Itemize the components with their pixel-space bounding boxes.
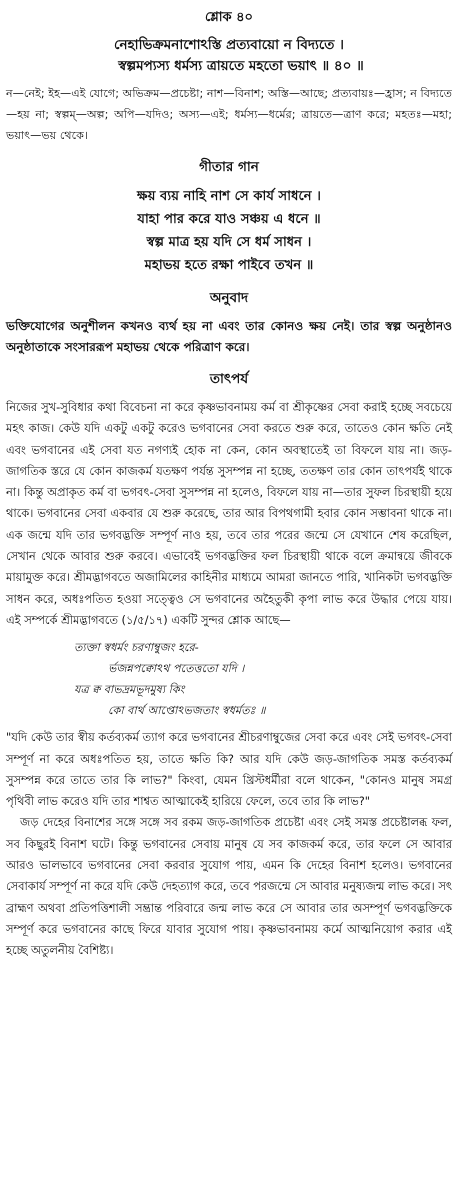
purport-paragraph-2: জড় দেহের বিনাশের সঙ্গে সঙ্গে সব রকম জড়-জাগতিক প্রচেষ্টা এবং সেই সমস্ত প্রচেষ্টালব্ধ ফল, সব কিছুরই বিনাশ ঘটে। কিন্তু ভগবানের সেবায় মানুষ যে সব কাজকর্ম করে, তার ফলে সে আবার আরও ভালভাবে ভগবানের সেবা করবার সুযোগ পায়, এমন কি দেহের বিনাশ হলেও। ভগবানের সেবাকার্য সম্পূর্ণ না করে যদি কেউ দেহত্যাগ করে, তবে পরজন্মে সে আবার মনুষ্যজন্ম লাভ করে। সৎ ব্রাহ্মণ অথবা প্রতিপত্তিশালী সম্ভ্রান্ত পরিবারে জন্ম লাভ করে সে আবার তার অসম্পূর্ণ ভগবদ্ভক্তিকে সম্পূর্ণ করে ভগবানের কাছে ফিরে যাবার সুযোগ পায়। কৃষ্ণভাবনাময় কর্মে আত্মনিয়োগ করার এই হচ্ছে অতুলনীয় বৈশিষ্ট্য। bbox=[6, 815, 452, 958]
word-synonyms: ন—নেই; ইহ—এই যোগে; অভিক্রম—প্রচেষ্টা; নাশ—বিনাশ; অস্তি—আছে; প্রত্যবায়ঃ—হ্রাস; ন বিদ্যতে—হয় না; স্বল্পম্—অল্প; অপি—যদিও; অস্য—এই; ধর্মস্য—ধর্মের; ত্রায়তে—ত্রাণ করে; মহতঃ—মহা; ভয়াৎ—ভয় থেকে। bbox=[6, 87, 452, 142]
sloka-line-2: স্বল্পমপ্যস্য ধর্মস্য ত্রায়তে মহতো ভয়াৎ ॥ ৪০ ॥ bbox=[118, 58, 364, 74]
translation-text: ভক্তিযোগের অনুশীলন কখনও ব্যর্থ হয় না এবং তার কোনও ক্ষয় নেই। তার স্বল্প অনুষ্ঠানও অনুষ্ঠাতাকে সংসাররূপ মহাভয় থেকে পরিত্রাণ করে। bbox=[6, 319, 452, 354]
song-line-1: ক্ষয় ব্যয় নাহি নাশ সে কার্য সাধনে । bbox=[137, 189, 321, 204]
sloka-number: শ্লোক ৪০ bbox=[204, 10, 254, 25]
song-line-4: মহাভয় হতে রক্ষা পাইবে তখন ॥ bbox=[144, 258, 314, 273]
purport-paragraph-1: নিজের সুখ-সুবিধার কথা বিবেচনা না করে কৃষ্ণভাবনাময় কর্ম বা শ্রীকৃষ্ণের সেবা করাই হচ্ছে সবচেয়ে মহৎ কাজ। কেউ যদি একটু একটু করেও ভগবানের সেবা করতে শুরু করে, তাতেও কোন ক্ষতি নেই এবং ভগবানের এই সেবা যত নগণ্যই হোক না কেন, কোন অবস্থাতেই তা বিফলে যায় না। জড়-জাগতিক স্তরে যে কোন কাজকর্ম যতক্ষণ পর্যন্ত সুসম্পন্ন না হচ্ছে, ততক্ষণ তার কোন তাৎপর্যই থাকে না। কিন্তু অপ্রাকৃত কর্ম বা ভগবৎ-সেবা সুসম্পন্ন না হলেও, বিফলে যায় না—তার সুফল চিরস্থায়ী হয়ে থাকে। ভগবানের সেবা একবার যে শুরু করেছে, তার আর বিপথগামী হবার কোন সম্ভাবনা থাকে না। এক জন্মে যদি তার ভগবদ্ভক্তি সম্পূর্ণ নাও হয়, তবে তার পরের জন্মে সে যেখানে শেষ করেছিল, সেখান থেকে আবার শুরু করবে। এভাবেই ভগবদ্ভক্তির ফল চিরস্থায়ী থাকে বলে ক্রমান্বয়ে জীবকে মায়ামুক্ত করে। শ্রীমদ্ভাগবতে অজামিলের কাহিনীর মাধ্যমে আমরা জানতে পারি, খানিকটা ভগবদ্ভক্তি সাধন করে, অধঃপতিত হওয়া সত্ত্বেও সে ভগবানের অহৈতুকী কৃপা লাভ করে উদ্ধার পেয়ে যায়। এই সম্পর্কে শ্রীমদ্ভাগবতে (১/৫/১৭) একটি সুন্দর শ্লোক আছে— bbox=[6, 400, 452, 627]
quote-verse-line-1: ত্যক্তা স্বধর্মং চরণাম্বুজং হরে- bbox=[74, 641, 199, 655]
translation-heading: অনুবাদ bbox=[209, 290, 249, 306]
quote-translation: "যদি কেউ তার স্বীয় কর্তব্যকর্ম ত্যাগ করে ভগবানের শ্রীচরণাম্বুজের সেবা করে এবং সেই ভগবৎ-সেবা সম্পূর্ণ না করে অধঃপতিত হয়, তাতে ক্ষতি কি? আর যদি কেউ জড়-জাগতিক সমস্ত কর্তব্যকর্ম সুসম্পন্ন করে তাতে তার কি লাভ?" কিংবা, যেমন খ্রিস্টধর্মীরা বলে থাকেন, "কোনও মানুষ সমগ্র পৃথিবী লাভ করেও যদি তার শাশ্বত আত্মাকেই হারিয়ে ফেলে, তবে তার কি লাভ?" bbox=[6, 730, 452, 809]
quote-verse-line-2: র্ভজন্নপক্বোঽথ পতেত্ততো যদি । bbox=[108, 662, 245, 676]
song-heading: গীতার গান bbox=[199, 159, 259, 175]
purport-heading: তাৎপর্য bbox=[209, 371, 249, 387]
quote-verse-line-3: যত্র ক্ব বাভদ্রমভূদমুষ্য কিং bbox=[74, 683, 185, 697]
song-line-2: যাহা পার করে যাও সঞ্চয় এ ধনে ॥ bbox=[137, 212, 321, 227]
sloka-line-1: নেহাভিক্রমনাশোঽস্তি প্রত্যবায়ো ন বিদ্যতে । bbox=[114, 37, 344, 53]
bhagavatam-quote-verse bbox=[6, 637, 452, 721]
quote-verse-line-4: কো বার্থ আপ্তোঽভজতাং স্বধর্মতঃ ॥ bbox=[108, 704, 266, 718]
song-line-3: স্বল্প মাত্র হয় যদি সে ধর্ম সাধন । bbox=[146, 235, 312, 250]
purport-body bbox=[6, 397, 452, 962]
